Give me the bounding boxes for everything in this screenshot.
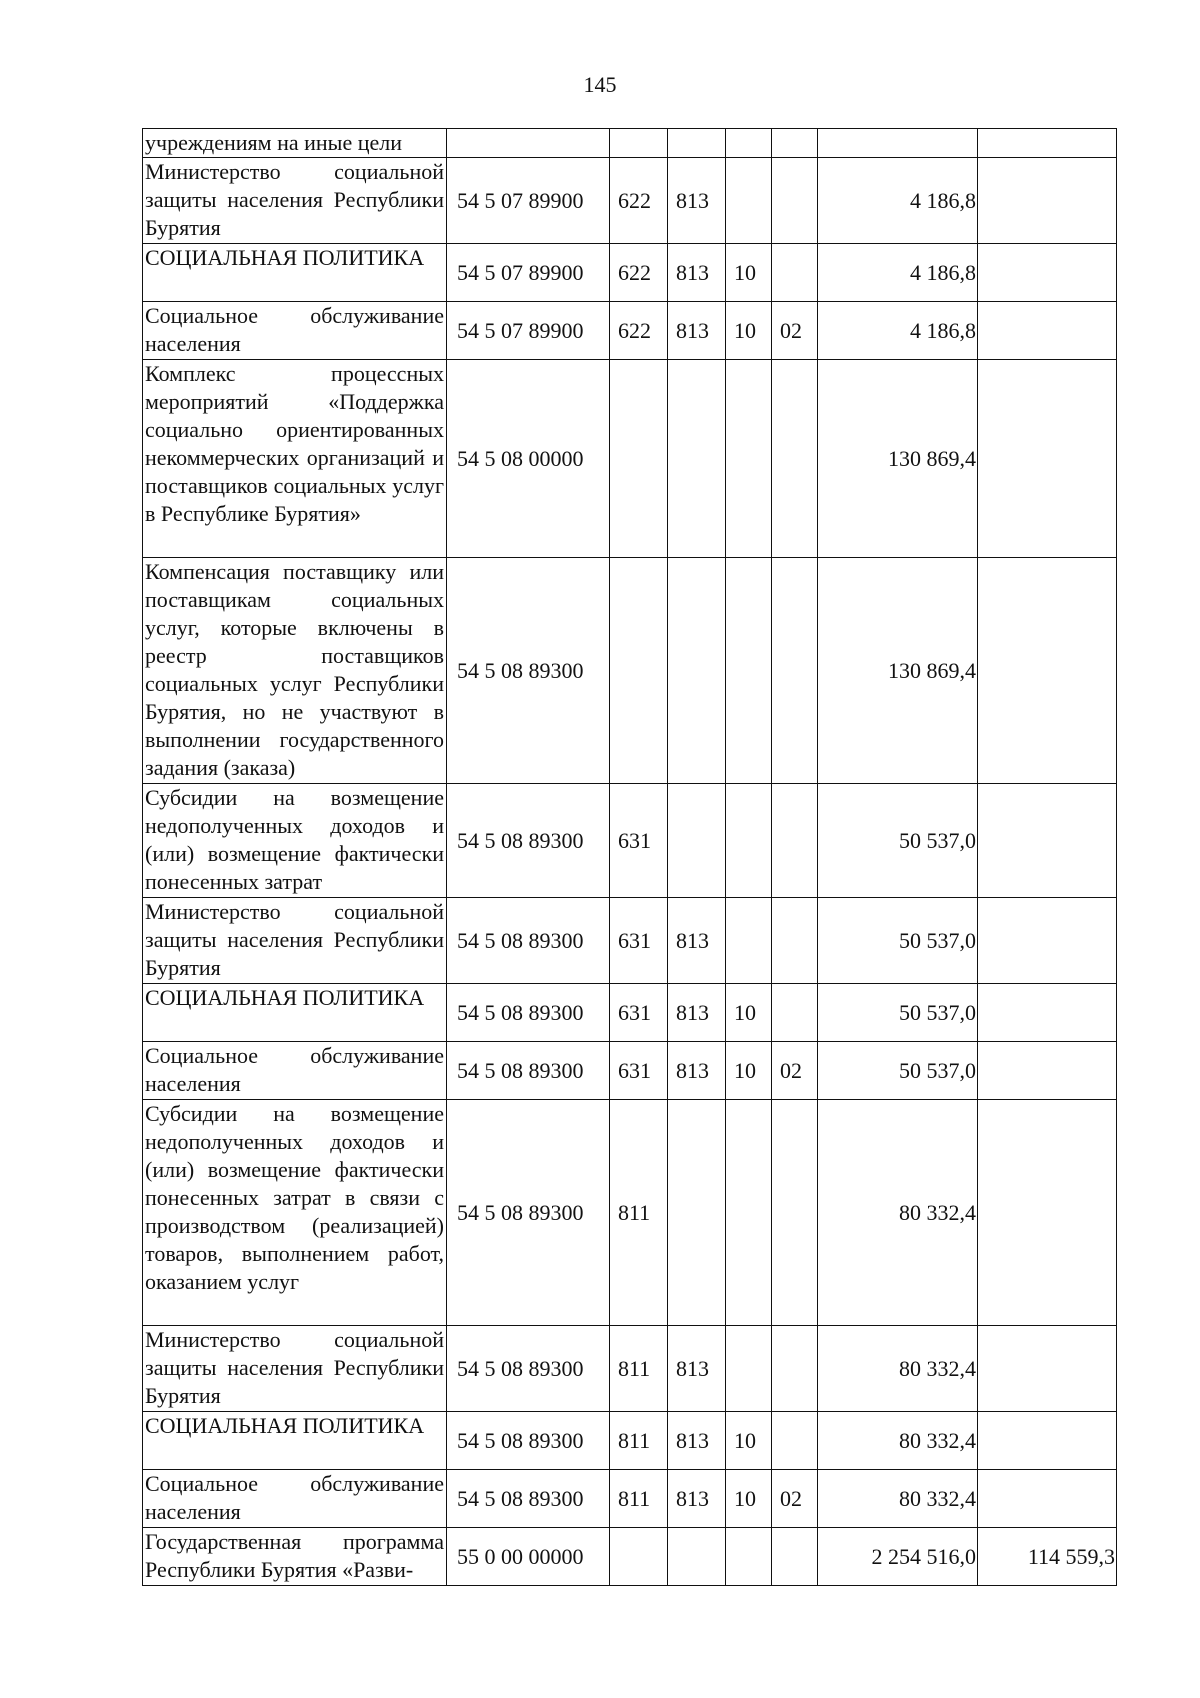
amount-cell: 50 537,0	[818, 1042, 978, 1100]
ministry-code-cell	[668, 1100, 726, 1326]
ministry-code-cell: 813	[668, 302, 726, 360]
subsection-cell: 02	[772, 1470, 818, 1528]
row-name-cell: Компенсация поставщику или поставщикам социальных услуг, которые включены в реестр поставщиков социальных услуг Республики Бурятия, но не участвуют в выполнении государственного задания (заказа)	[143, 558, 447, 784]
expense-type-cell: 631	[610, 784, 668, 898]
amount-cell: 130 869,4	[818, 360, 978, 558]
target-code-cell: 54 5 08 89300	[447, 558, 610, 784]
amount-cell: 4 186,8	[818, 244, 978, 302]
amount-cell: 50 537,0	[818, 784, 978, 898]
section-cell	[726, 360, 772, 558]
amount-federal-cell	[978, 558, 1117, 784]
expense-type-cell: 622	[610, 244, 668, 302]
row-name-cell: СОЦИАЛЬНАЯ ПОЛИТИКА	[143, 1412, 447, 1470]
amount-cell: 4 186,8	[818, 302, 978, 360]
amount-federal-cell	[978, 984, 1117, 1042]
ministry-code-cell: 813	[668, 1326, 726, 1412]
table-row	[143, 1326, 1117, 1412]
amount-federal-cell	[978, 129, 1117, 158]
section-cell: 10	[726, 244, 772, 302]
table-row	[143, 1412, 1117, 1470]
amount-cell: 50 537,0	[818, 898, 978, 984]
subsection-cell: 02	[772, 302, 818, 360]
amount-cell: 80 332,4	[818, 1412, 978, 1470]
amount-cell: 80 332,4	[818, 1326, 978, 1412]
section-cell	[726, 1528, 772, 1586]
row-name-cell: СОЦИАЛЬНАЯ ПОЛИТИКА	[143, 244, 447, 302]
row-name-cell: Социальное обслуживание населения	[143, 1470, 447, 1528]
amount-federal-cell	[978, 1470, 1117, 1528]
expense-type-cell	[610, 360, 668, 558]
subsection-cell	[772, 784, 818, 898]
ministry-code-cell: 813	[668, 1412, 726, 1470]
section-cell	[726, 1326, 772, 1412]
target-code-cell	[447, 129, 610, 158]
section-cell: 10	[726, 302, 772, 360]
section-cell: 10	[726, 1412, 772, 1470]
section-cell	[726, 558, 772, 784]
expense-type-cell	[610, 558, 668, 784]
expense-type-cell: 622	[610, 158, 668, 244]
expense-type-cell: 631	[610, 1042, 668, 1100]
target-code-cell: 54 5 08 89300	[447, 898, 610, 984]
ministry-code-cell	[668, 129, 726, 158]
amount-cell: 2 254 516,0	[818, 1528, 978, 1586]
target-code-cell: 54 5 08 89300	[447, 784, 610, 898]
amount-cell: 80 332,4	[818, 1100, 978, 1326]
row-name-cell: Социальное обслуживание населения	[143, 302, 447, 360]
amount-federal-cell	[978, 1326, 1117, 1412]
section-cell	[726, 129, 772, 158]
amount-cell: 50 537,0	[818, 984, 978, 1042]
expense-type-cell: 631	[610, 898, 668, 984]
amount-cell: 130 869,4	[818, 558, 978, 784]
amount-federal-cell	[978, 1412, 1117, 1470]
table-row	[143, 158, 1117, 244]
expense-type-cell: 811	[610, 1100, 668, 1326]
table-row	[143, 360, 1117, 558]
target-code-cell: 54 5 08 00000	[447, 360, 610, 558]
target-code-cell: 54 5 08 89300	[447, 1100, 610, 1326]
subsection-cell	[772, 898, 818, 984]
subsection-cell	[772, 244, 818, 302]
expense-type-cell: 811	[610, 1412, 668, 1470]
row-name-cell: Министерство социальной защиты населения Республики Бурятия	[143, 1326, 447, 1412]
row-name-cell: СОЦИАЛЬНАЯ ПОЛИТИКА	[143, 984, 447, 1042]
section-cell: 10	[726, 984, 772, 1042]
target-code-cell: 55 0 00 00000	[447, 1528, 610, 1586]
table-row	[143, 898, 1117, 984]
expense-type-cell	[610, 1528, 668, 1586]
amount-federal-cell	[978, 898, 1117, 984]
ministry-code-cell: 813	[668, 898, 726, 984]
ministry-code-cell: 813	[668, 1470, 726, 1528]
table-row	[143, 1042, 1117, 1100]
row-name-cell: Государственная программа Республики Бурятия «Разви-	[143, 1528, 447, 1586]
section-cell	[726, 1100, 772, 1326]
expense-type-cell: 631	[610, 984, 668, 1042]
section-cell	[726, 784, 772, 898]
subsection-cell	[772, 158, 818, 244]
table-row	[143, 1470, 1117, 1528]
subsection-cell	[772, 1100, 818, 1326]
section-cell	[726, 898, 772, 984]
table-row	[143, 1100, 1117, 1326]
ministry-code-cell	[668, 1528, 726, 1586]
ministry-code-cell: 813	[668, 984, 726, 1042]
table-row	[143, 129, 1117, 158]
amount-federal-cell	[978, 360, 1117, 558]
amount-cell: 80 332,4	[818, 1470, 978, 1528]
ministry-code-cell	[668, 360, 726, 558]
amount-federal-cell	[978, 784, 1117, 898]
table-row	[143, 1528, 1117, 1586]
row-name-cell: учреждениям на иные цели	[143, 129, 447, 158]
target-code-cell: 54 5 07 89900	[447, 158, 610, 244]
amount-cell: 4 186,8	[818, 158, 978, 244]
table-row	[143, 784, 1117, 898]
table-row	[143, 984, 1117, 1042]
section-cell	[726, 158, 772, 244]
amount-federal-cell	[978, 1100, 1117, 1326]
expense-type-cell	[610, 129, 668, 158]
target-code-cell: 54 5 08 89300	[447, 1412, 610, 1470]
subsection-cell	[772, 1528, 818, 1586]
row-name-cell: Министерство социальной защиты населения Республики Бурятия	[143, 158, 447, 244]
subsection-cell: 02	[772, 1042, 818, 1100]
target-code-cell: 54 5 07 89900	[447, 302, 610, 360]
expense-type-cell: 811	[610, 1326, 668, 1412]
expense-type-cell: 811	[610, 1470, 668, 1528]
amount-federal-cell	[978, 302, 1117, 360]
amount-federal-cell: 114 559,3	[978, 1528, 1117, 1586]
target-code-cell: 54 5 08 89300	[447, 1326, 610, 1412]
row-name-cell: Комплекс процессных мероприятий «Поддержка социально ориентированных некоммерческих организаций и поставщиков социальных услуг в Республике Бурятия»	[143, 360, 447, 558]
amount-federal-cell	[978, 1042, 1117, 1100]
amount-federal-cell	[978, 244, 1117, 302]
target-code-cell: 54 5 08 89300	[447, 1470, 610, 1528]
subsection-cell	[772, 1326, 818, 1412]
target-code-cell: 54 5 07 89900	[447, 244, 610, 302]
ministry-code-cell: 813	[668, 1042, 726, 1100]
subsection-cell	[772, 129, 818, 158]
row-name-cell: Социальное обслуживание населения	[143, 1042, 447, 1100]
page-number: 145	[583, 72, 617, 97]
table-row	[143, 302, 1117, 360]
table-row	[143, 244, 1117, 302]
budget-table	[142, 128, 1117, 1586]
subsection-cell	[772, 984, 818, 1042]
target-code-cell: 54 5 08 89300	[447, 984, 610, 1042]
amount-federal-cell	[978, 158, 1117, 244]
ministry-code-cell: 813	[668, 158, 726, 244]
section-cell: 10	[726, 1470, 772, 1528]
subsection-cell	[772, 360, 818, 558]
row-name-cell: Субсидии на возмещение недополученных доходов и (или) возмещение фактически понесенных затрат	[143, 784, 447, 898]
row-name-cell: Субсидии на возмещение недополученных доходов и (или) возмещение фактически понесенных затрат в связи с производством (реализацией) товаров, выполнением работ, оказанием услуг	[143, 1100, 447, 1326]
ministry-code-cell: 813	[668, 244, 726, 302]
subsection-cell	[772, 558, 818, 784]
section-cell: 10	[726, 1042, 772, 1100]
ministry-code-cell	[668, 784, 726, 898]
row-name-cell: Министерство социальной защиты населения Республики Бурятия	[143, 898, 447, 984]
amount-cell	[818, 129, 978, 158]
table-row	[143, 558, 1117, 784]
ministry-code-cell	[668, 558, 726, 784]
expense-type-cell: 622	[610, 302, 668, 360]
subsection-cell	[772, 1412, 818, 1470]
target-code-cell: 54 5 08 89300	[447, 1042, 610, 1100]
